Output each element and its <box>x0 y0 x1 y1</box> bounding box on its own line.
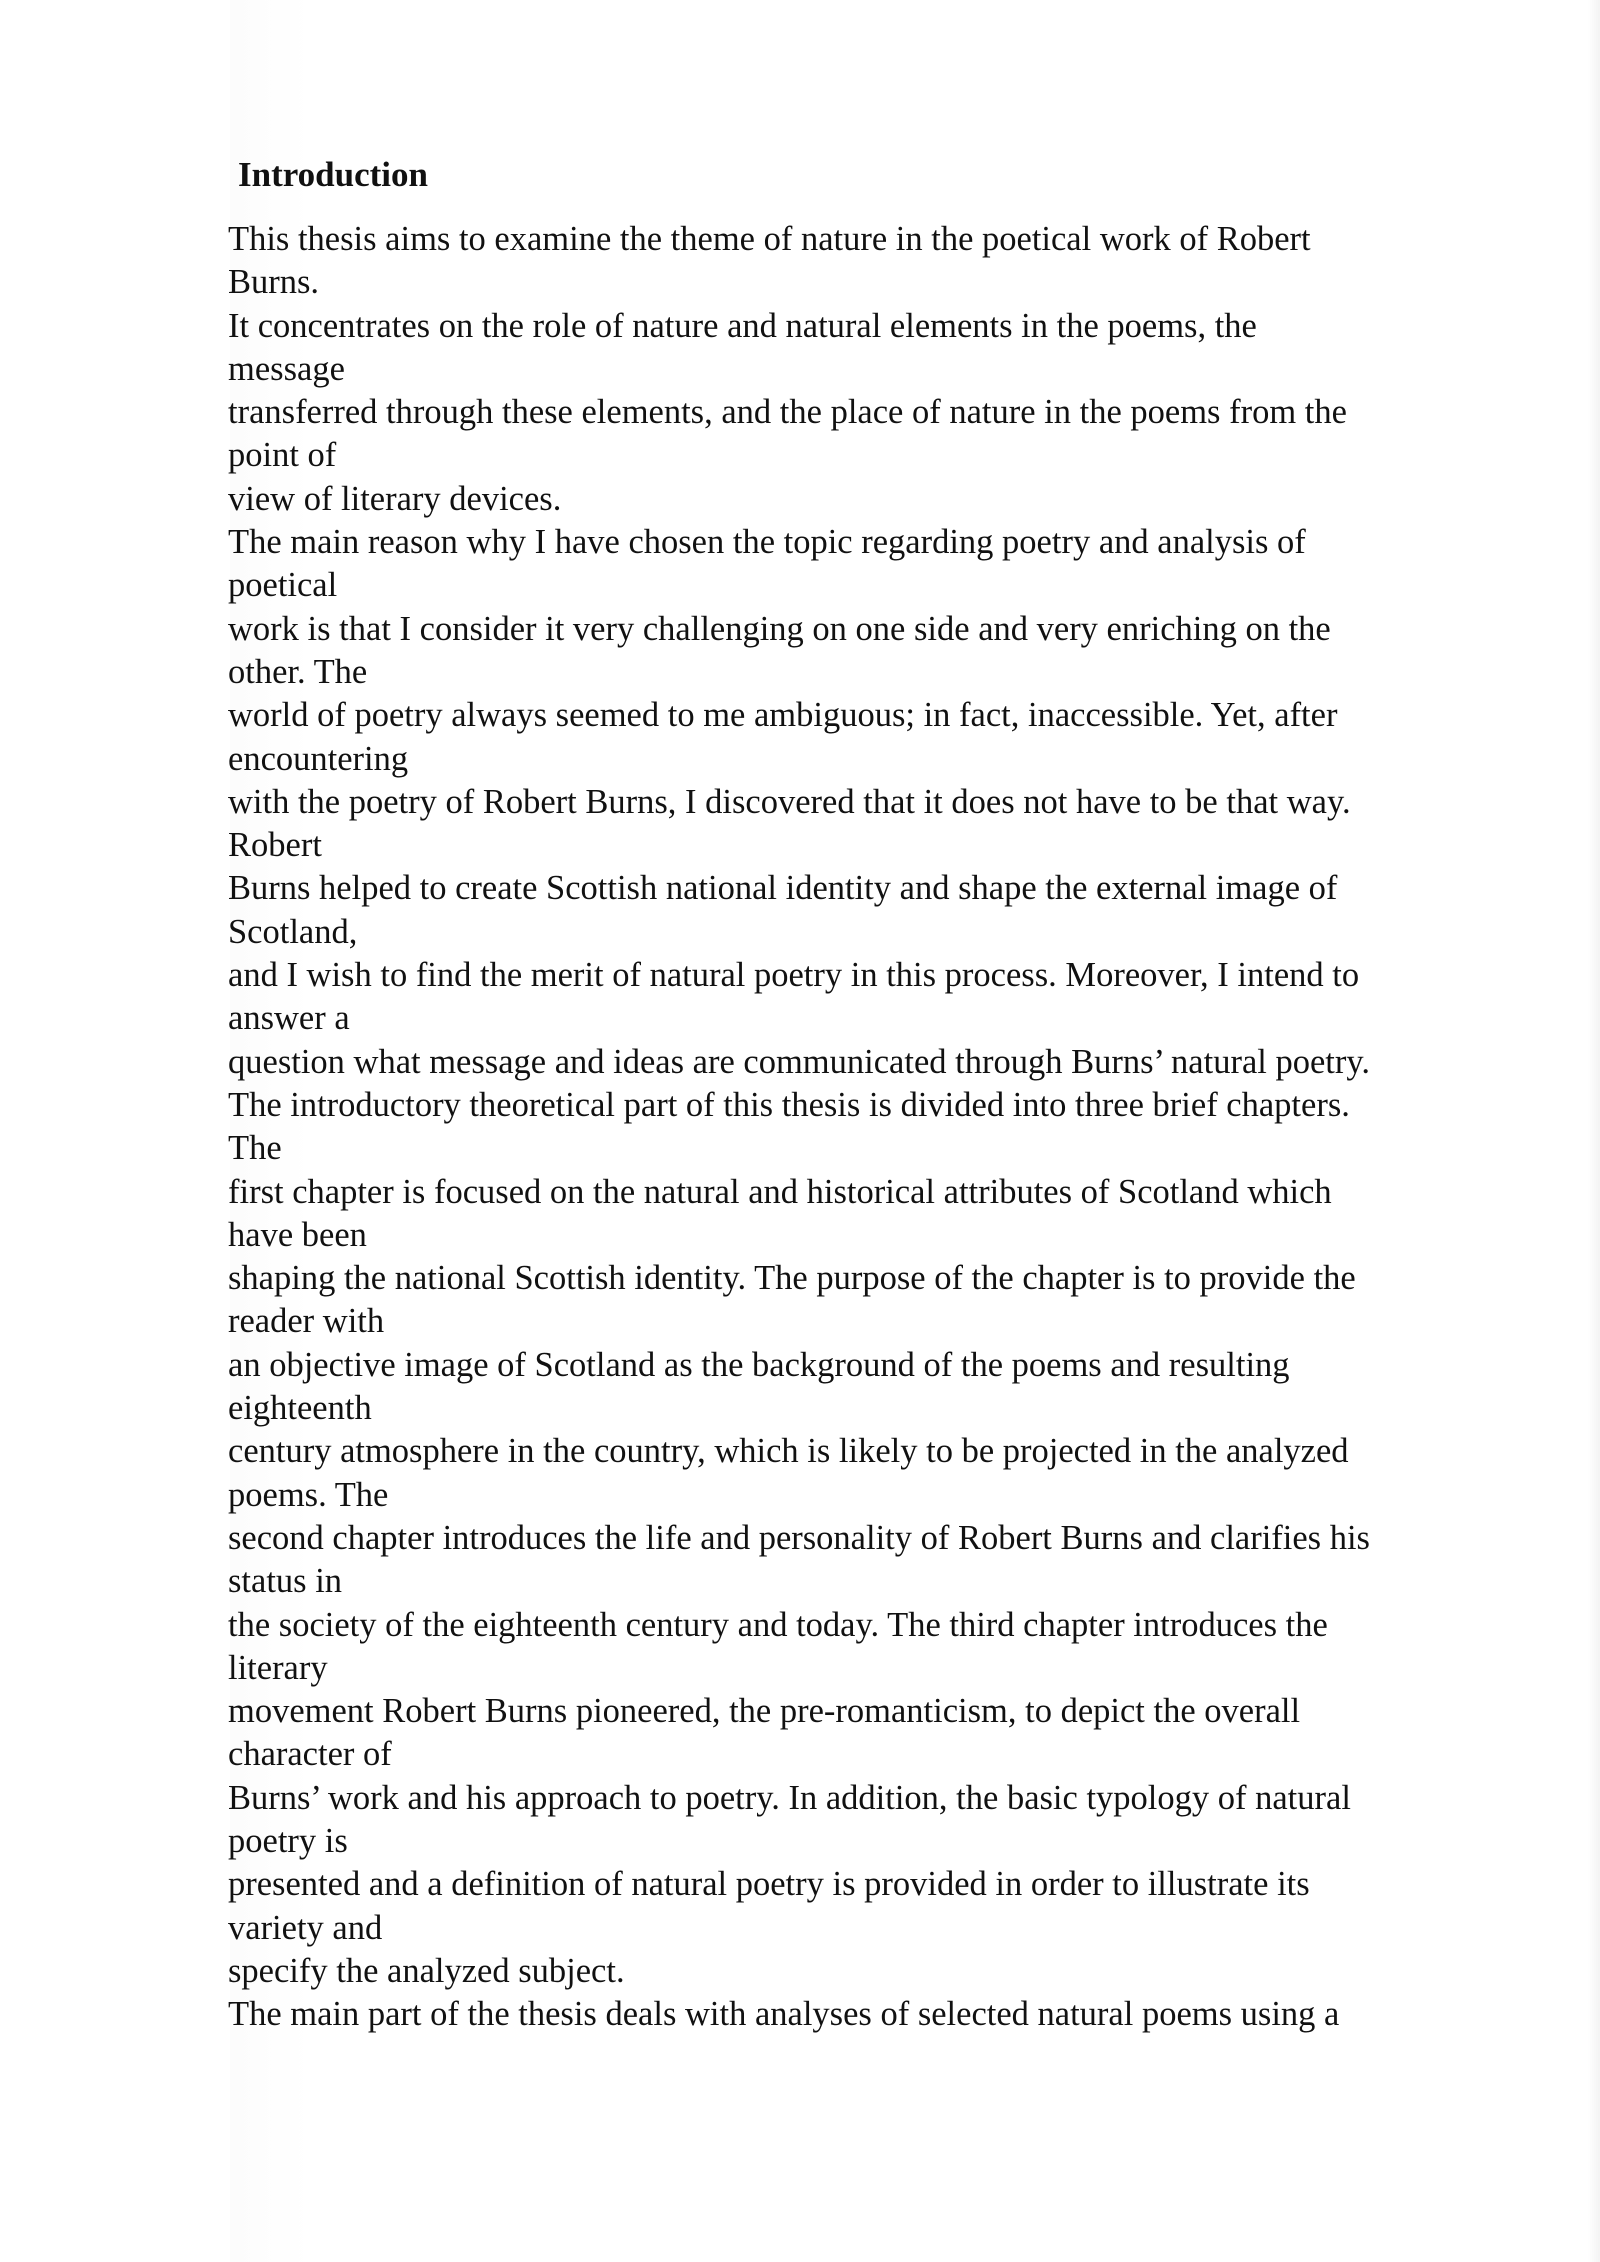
text-line: shaping the national Scottish identity. The purpose of the chapter is to provide the <box>228 1259 1356 1298</box>
text-line: message <box>228 349 345 388</box>
text-line: have been <box>228 1215 367 1254</box>
text-line: second chapter introduces the life and personality of Robert Burns and clarifies his <box>228 1518 1370 1557</box>
text-line: other. The <box>228 652 368 691</box>
page-edge-shadow <box>1588 0 1600 2262</box>
text-line: Burns’ work and his approach to poetry. In addition, the basic typology of natural <box>228 1778 1351 1817</box>
text-line: poetical <box>228 566 338 605</box>
text-line: character of <box>228 1735 392 1774</box>
text-line: world of poetry always seemed to me ambiguous; in fact, inaccessible. Yet, after <box>228 696 1338 735</box>
text-line: The introductory theoretical part of this thesis is divided into three brief chapters. <box>228 1085 1350 1124</box>
text-line: the society of the eighteenth century and today. The third chapter introduces the <box>228 1605 1328 1644</box>
text-line: eighteenth <box>228 1389 372 1428</box>
text-line: poems. The <box>228 1475 389 1514</box>
text-line: movement Robert Burns pioneered, the pre-romanticism, to depict the overall <box>228 1692 1301 1731</box>
text-line: transferred through these elements, and the place of nature in the poems from the <box>228 393 1347 432</box>
text-line: encountering <box>228 739 409 778</box>
text-line: Burns helped to create Scottish national identity and shape the external image of <box>228 869 1338 908</box>
text-line: Scotland, <box>228 912 358 951</box>
text-line: with the poetry of Robert Burns, I discovered that it does not have to be that way. <box>228 782 1351 821</box>
text-line: The main reason why I have chosen the topic regarding poetry and analysis of <box>228 523 1306 562</box>
text-line: question what message and ideas are communicated through Burns’ natural poetry. <box>228 1042 1370 1081</box>
text-line: presented and a definition of natural poetry is provided in order to illustrate its <box>228 1865 1310 1904</box>
text-line: Burns. <box>228 263 320 302</box>
text-line: status in <box>228 1562 343 1601</box>
text-line: an objective image of Scotland as the background of the poems and resulting <box>228 1345 1290 1384</box>
text-line: variety and <box>228 1908 383 1947</box>
text-line: reader with <box>228 1302 385 1341</box>
text-line: and I wish to find the merit of natural poetry in this process. Moreover, I intend to <box>228 956 1360 995</box>
text-line: The main part of the thesis deals with analyses of selected natural poems using a <box>228 1995 1340 2034</box>
text-line: It concentrates on the role of nature and natural elements in the poems, the <box>228 306 1257 345</box>
text-line: This thesis aims to examine the theme of nature in the poetical work of Robert <box>228 220 1311 258</box>
text-line: specify the analyzed subject. <box>228 1951 625 1990</box>
text-line: century atmosphere in the country, which is likely to be projected in the analyzed <box>228 1432 1349 1471</box>
text-line: point of <box>228 436 337 475</box>
text-line: answer a <box>228 999 350 1038</box>
section-heading: Introduction <box>238 155 428 194</box>
text-line: Robert <box>228 826 322 865</box>
text-line: poetry is <box>228 1821 348 1860</box>
body-text <box>228 218 1568 2036</box>
text-line: literary <box>228 1648 328 1687</box>
text-line: The <box>228 1129 282 1168</box>
text-line: first chapter is focused on the natural and historical attributes of Scotland which <box>228 1172 1332 1211</box>
text-line: view of literary devices. <box>228 479 562 518</box>
text-line: work is that I consider it very challenging on one side and very enriching on the <box>228 609 1331 648</box>
